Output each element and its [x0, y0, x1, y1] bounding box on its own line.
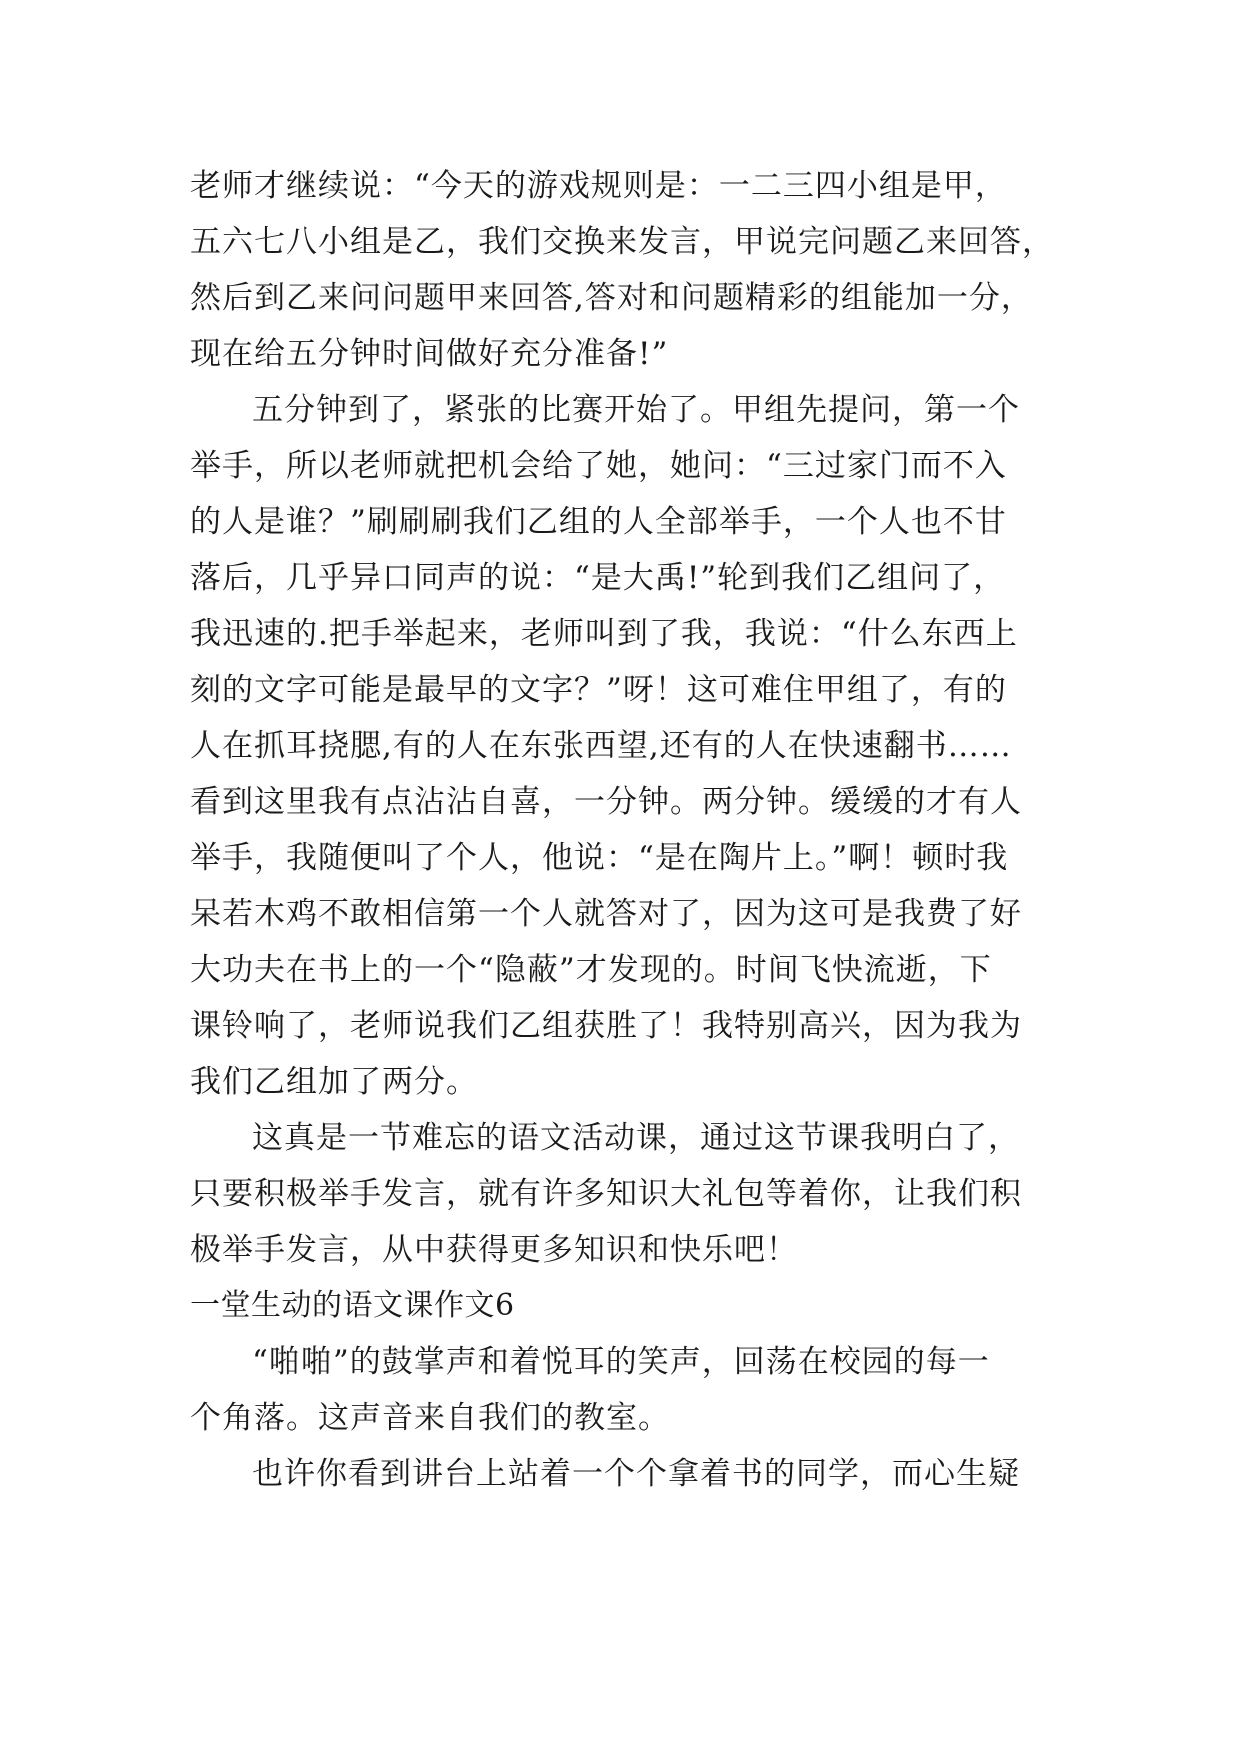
paragraph-start-line: 也许你看到讲台上站着一个个拿着书的同学，而心生疑	[252, 1456, 1020, 1492]
text-line: 五六七八小组是乙，我们交换来发言，甲说完问题乙来回答，	[190, 224, 1054, 260]
text-line: 现在给五分钟时间做好充分准备!”	[190, 336, 669, 372]
text-line: 老师才继续说：“今天的游戏规则是：一二三四小组是甲，	[190, 168, 1007, 204]
text-line: 然后到乙来问问题甲来回答,答对和问题精彩的组能加一分，	[190, 280, 1033, 316]
section-heading: 一堂生动的语文课作文6	[190, 1288, 515, 1323]
paragraph-start-line: 这真是一节难忘的语文活动课，通过这节课我明白了，	[252, 1120, 1020, 1156]
text-line: 人在抓耳挠腮,有的人在东张西望,还有的人在快速翻书……	[190, 728, 1012, 764]
document-page	[190, 158, 1090, 1502]
text-line: 看到这里我有点沾沾自喜，一分钟。两分钟。缓缓的才有人	[190, 784, 1022, 820]
text-line: 落后，几乎异口同声的说：“是大禹!”轮到我们乙组问了，	[190, 560, 1006, 596]
text-line: 只要积极举手发言，就有许多知识大礼包等着你，让我们积	[190, 1176, 1022, 1212]
text-line: 举手，我随便叫了个人，他说：“是在陶片上。”啊！顿时我	[190, 840, 1009, 876]
paragraph-start-line: “啪啪”的鼓掌声和着悦耳的笑声，回荡在校园的每一	[252, 1344, 990, 1380]
text-line: 我迅速的.把手举起来，老师叫到了我，我说：“什么东西上	[190, 616, 1018, 652]
text-line: 呆若木鸡不敢相信第一个人就答对了，因为这可是我费了好	[190, 896, 1022, 932]
text-line: 大功夫在书上的一个“隐蔽”才发现的。时间飞快流逝，下	[190, 952, 992, 988]
paragraph-start-line: 五分钟到了，紧张的比赛开始了。甲组先提问，第一个	[252, 392, 1020, 428]
text-line: 课铃响了，老师说我们乙组获胜了！我特别高兴，因为我为	[190, 1008, 1022, 1044]
text-line: 的人是谁？”刷刷刷我们乙组的人全部举手，一个人也不甘	[190, 504, 1007, 540]
text-line: 我们乙组加了两分。	[190, 1064, 478, 1100]
text-line: 个角落。这声音来自我们的教室。	[190, 1400, 670, 1436]
text-line: 举手，所以老师就把机会给了她，她问：“三过家门而不入	[190, 448, 1007, 484]
text-line: 刻的文字可能是最早的文字？”呀！这可难住甲组了，有的	[190, 672, 1007, 708]
text-line: 极举手发言，从中获得更多知识和快乐吧！	[190, 1232, 798, 1268]
